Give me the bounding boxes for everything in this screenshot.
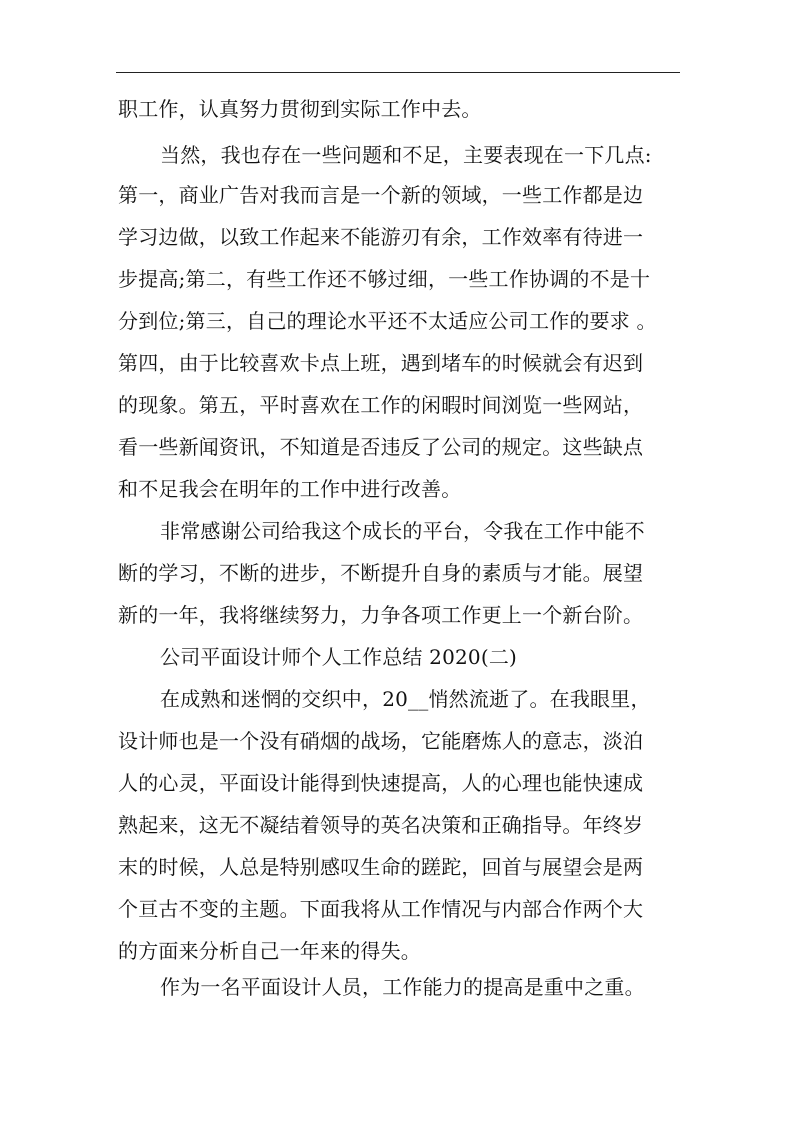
paragraph-start-line: 在成熟和迷惘的交织中，20__悄然流逝了。在我眼里， [160, 687, 651, 711]
text-line: 学习边做，以致工作起来不能游刃有余，工作效率有待进一 [118, 225, 644, 249]
text-line: 看一些新闻资讯，不知道是否违反了公司的规定。这些缺点 [118, 435, 644, 459]
text-line: 的方面来分析自己一年来的得失。 [118, 939, 421, 963]
text-line: 人的心灵，平面设计能得到快速提高，人的心理也能快速成 [118, 771, 644, 795]
text-line: 设计师也是一个没有硝烟的战场，它能磨炼人的意志，淡泊 [118, 729, 644, 753]
text-line: 熟起来，这无不凝结着领导的英名决策和正确指导。年终岁 [118, 813, 644, 837]
paragraph-start-line: 作为一名平面设计人员，工作能力的提高是重中之重。 [160, 975, 645, 999]
header-rule [116, 72, 680, 73]
text-line: 职工作，认真努力贯彻到实际工作中去。 [118, 97, 482, 121]
text-line: 和不足我会在明年的工作中进行改善。 [118, 477, 462, 501]
text-line: 分到位;第三，自己的理论水平还不太适应公司工作的要求 。 [118, 309, 657, 333]
text-line: 新的一年，我将继续努力，力争各项工作更上一个新台阶。 [118, 603, 644, 627]
text-line: 步提高;第二，有些工作还不够过细，一些工作协调的不是十 [118, 267, 651, 291]
text-line: 第一，商业广告对我而言是一个新的领域，一些工作都是边 [118, 183, 644, 207]
section-heading: 公司平面设计师个人工作总结 2020(二) [160, 645, 518, 669]
text-line: 第四，由于比较喜欢卡点上班，遇到堵车的时候就会有迟到 [118, 351, 644, 375]
paragraph-start-line: 当然，我也存在一些问题和不足，主要表现在一下几点: [160, 143, 652, 167]
paragraph-start-line: 非常感谢公司给我这个成长的平台，令我在工作中能不 [160, 519, 645, 543]
text-line: 的现象。第五，平时喜欢在工作的闲暇时间浏览一些网站， [118, 393, 644, 417]
text-line: 末的时候，人总是特别感叹生命的蹉跎，回首与展望会是两 [118, 855, 644, 879]
text-line: 断的学习，不断的进步，不断提升自身的素质与才能。展望 [118, 561, 644, 585]
text-line: 个亘古不变的主题。下面我将从工作情况与内部合作两个大 [118, 897, 644, 921]
